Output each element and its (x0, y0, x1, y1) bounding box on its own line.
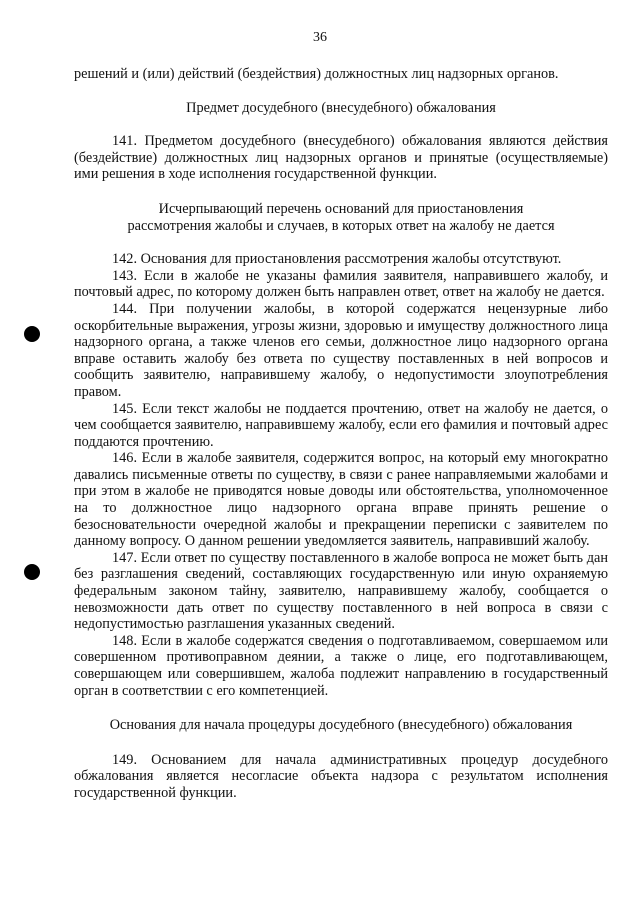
section-heading-basis: Основания для начала процедуры досудебного (внесудебного) обжалования (109, 717, 573, 734)
paragraph-144: 144. При получении жалобы, в которой содержатся нецензурные либо оскорбительные выражения, угрозы жизни, здоровью и имуществу должностного лица надзорного органа, а также членов его семьи, должностное лицо надзорного органа вправе оставить жалобу без ответа по существу поставленных в ней вопросов и сообщить заявителю, направившему жалобу, о недопустимости злоупотребления правом. (74, 300, 608, 400)
paragraph-148: 148. Если в жалобе содержатся сведения о подготавливаемом, совершаемом или совершенном противоправном деянии, а также о лице, его подготавливающем, совершающем или совершившем, жалоба подлежит направлению в государственный орган в соответствии с его компетенцией. (74, 632, 608, 699)
paragraph-141: 141. Предметом досудебного (внесудебного) обжалования являются действия (бездействие) должностных лиц надзорных органов и принятые (осуществляемые) ими решения в ходе исполнения государственной функции. (74, 133, 608, 183)
section-heading-grounds-line1: Исчерпывающий перечень оснований для приостановления (158, 200, 524, 217)
paragraph-142: 142. Основания для приостановления рассмотрения жалобы отсутствуют. (112, 251, 562, 268)
section-heading-grounds-line2: рассмотрения жалобы и случаев, в которых ответ на жалобу не дается (127, 217, 555, 234)
punch-hole-marker (24, 564, 40, 580)
paragraph-143: 143. Если в жалобе не указаны фамилия заявителя, направившего жалобу, и почтовый адрес, по которому должен быть направлен ответ, ответ на жалобу не дается. (74, 267, 608, 301)
page-number: 36 (313, 30, 327, 45)
paragraph-continuation: решений и (или) действий (бездействия) должностных лиц надзорных органов. (74, 66, 559, 82)
paragraph-149: 149. Основанием для начала административных процедур досудебного обжалования является несогласие объекта надзора с результатом исполнения государственной функции. (74, 751, 608, 801)
paragraph-145: 145. Если текст жалобы не поддается прочтению, ответ на жалобу не дается, о чем сообщается заявителю, направившему жалобу, если его фамилия и почтовый адрес поддаются прочтению. (74, 400, 608, 450)
punch-hole-marker (24, 326, 40, 342)
document-body (74, 66, 608, 802)
paragraph-147: 147. Если ответ по существу поставленного в жалобе вопроса не может быть дан без разглашения сведений, составляющих государственную или иную охраняемую федеральным законом тайну, заявителю, направившему жалобу, сообщается о невозможности дать ответ по существу поставленного в ней вопроса в связи с недопустимостью разглашения указанных сведений. (74, 549, 608, 633)
section-heading-subject: Предмет досудебного (внесудебного) обжалования (186, 99, 496, 116)
paragraph-146: 146. Если в жалобе заявителя, содержится вопрос, на который ему многократно давались письменные ответы по существу, в связи с ранее направляемыми жалобами и при этом в жалобе не приводятся новые доводы или обстоятельства, уполномоченное на то должностное лицо надзорного органа вправе принять решение о безосновательности очередной жалобы и прекращении переписки с заявителем по данному вопросу. О данном решении уведомляется заявитель, направивший жалобу. (74, 450, 608, 550)
